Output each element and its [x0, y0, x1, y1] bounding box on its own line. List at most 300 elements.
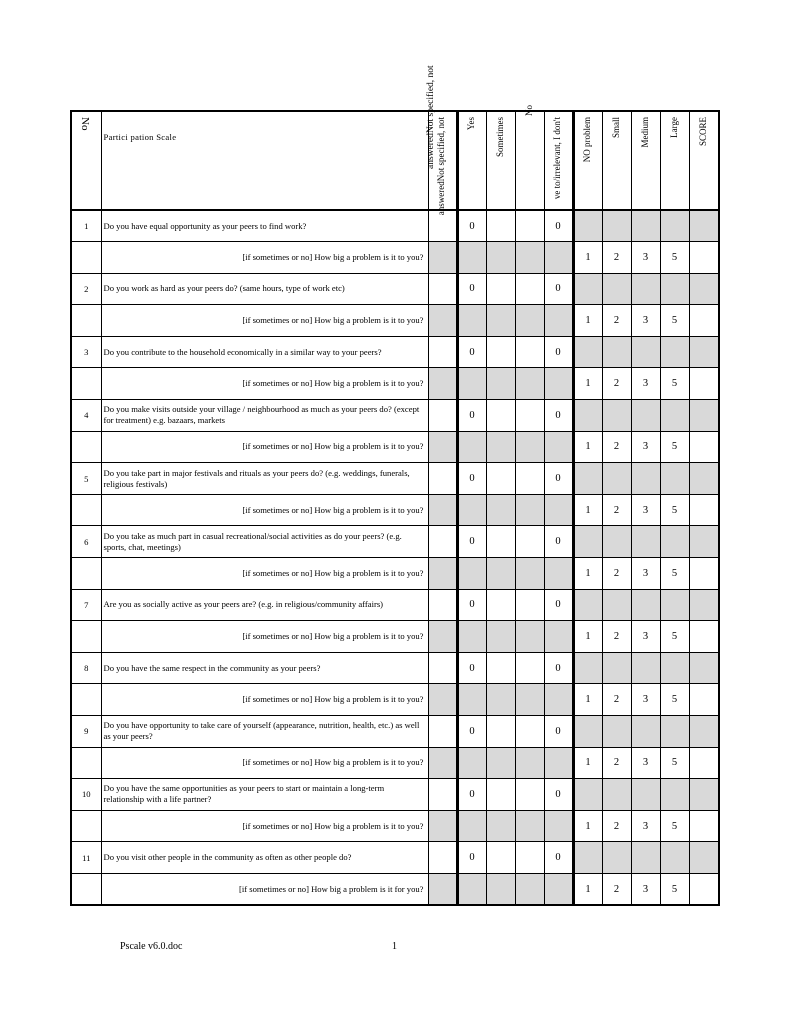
header-sometimes: Sometimes	[486, 111, 515, 210]
answer-sometimes[interactable]	[486, 589, 515, 621]
answer-irrelevant[interactable]: 0	[544, 210, 573, 242]
problem-question-text: [if sometimes or no] How big a problem is it to you?	[101, 368, 428, 400]
problem-large[interactable]: 5	[660, 431, 689, 463]
question-number-blank	[71, 242, 101, 274]
problem-no-problem[interactable]: 1	[573, 684, 602, 716]
problem-row	[71, 242, 719, 274]
problem-no-problem-cell	[573, 842, 602, 874]
blank-shade-cell	[457, 558, 486, 590]
score-cell	[689, 210, 719, 242]
answer-yes[interactable]: 0	[457, 842, 486, 874]
problem-no-problem-cell	[573, 652, 602, 684]
score-cell	[689, 273, 719, 305]
answer-irrelevant[interactable]: 0	[544, 273, 573, 305]
problem-no-problem[interactable]: 1	[573, 621, 602, 653]
problem-row	[71, 305, 719, 337]
problem-medium-cell	[631, 400, 660, 432]
footer-doc-name: Pscale v6.0.doc	[120, 941, 183, 952]
header-no-cell: No	[71, 111, 101, 210]
blank-shade-cell	[486, 873, 515, 905]
answer-not-specified[interactable]	[428, 526, 457, 558]
answer-yes[interactable]: 0	[457, 652, 486, 684]
score-input[interactable]	[689, 747, 719, 779]
answer-sometimes[interactable]	[486, 210, 515, 242]
score-cell	[689, 652, 719, 684]
answer-sometimes[interactable]	[486, 842, 515, 874]
problem-no-problem[interactable]: 1	[573, 873, 602, 905]
problem-row	[71, 873, 719, 905]
problem-medium-cell	[631, 526, 660, 558]
answer-irrelevant[interactable]: 0	[544, 526, 573, 558]
answer-sometimes[interactable]	[486, 526, 515, 558]
problem-medium[interactable]: 3	[631, 305, 660, 337]
question-number-blank	[71, 494, 101, 526]
blank-shade-cell	[457, 873, 486, 905]
blank-shade-cell	[515, 368, 544, 400]
problem-large-cell	[660, 652, 689, 684]
answer-yes[interactable]: 0	[457, 589, 486, 621]
problem-no-problem-cell	[573, 400, 602, 432]
answer-not-specified[interactable]	[428, 779, 457, 811]
problem-no-problem[interactable]: 1	[573, 747, 602, 779]
problem-large[interactable]: 5	[660, 873, 689, 905]
answer-no[interactable]	[515, 526, 544, 558]
problem-no-problem[interactable]: 1	[573, 242, 602, 274]
question-row	[71, 716, 719, 748]
problem-large-cell	[660, 779, 689, 811]
participation-table	[70, 104, 720, 906]
blank-shade-cell	[428, 684, 457, 716]
problem-medium[interactable]: 3	[631, 242, 660, 274]
problem-question-text: [if sometimes or no] How big a problem is it for you?	[101, 873, 428, 905]
answer-not-specified[interactable]	[428, 716, 457, 748]
score-input[interactable]	[689, 242, 719, 274]
score-cell	[689, 716, 719, 748]
blank-shade-cell	[457, 621, 486, 653]
score-cell	[689, 526, 719, 558]
problem-small[interactable]: 2	[602, 242, 631, 274]
problem-large-cell	[660, 463, 689, 495]
blank-shade-cell	[457, 494, 486, 526]
answer-sometimes[interactable]	[486, 336, 515, 368]
problem-no-problem-cell	[573, 779, 602, 811]
question-text: Do you make visits outside your village / neighbourhood as much as your peers do? (except for treatment) e.g. bazaars, markets	[101, 400, 428, 432]
answer-not-specified[interactable]	[428, 463, 457, 495]
header-overflow-text: answeredNot specified, not	[426, 65, 436, 169]
blank-shade-cell	[457, 684, 486, 716]
question-number: 9	[71, 716, 101, 748]
question-text: Do you take part in major festivals and rituals as your peers do? (e.g. weddings, funerals, religious festivals)	[101, 463, 428, 495]
question-text: Do you visit other people in the community as often as other people do?	[101, 842, 428, 874]
problem-large[interactable]: 5	[660, 368, 689, 400]
problem-row	[71, 558, 719, 590]
problem-no-problem[interactable]: 1	[573, 494, 602, 526]
answer-yes[interactable]: 0	[457, 716, 486, 748]
problem-no-problem-cell	[573, 336, 602, 368]
header-row	[71, 111, 719, 210]
answer-irrelevant[interactable]: 0	[544, 400, 573, 432]
answer-yes[interactable]: 0	[457, 210, 486, 242]
problem-small-cell	[602, 779, 631, 811]
answer-not-specified[interactable]	[428, 336, 457, 368]
problem-large-cell	[660, 526, 689, 558]
header-no: No	[515, 111, 544, 210]
problem-large-cell	[660, 210, 689, 242]
answer-no[interactable]	[515, 842, 544, 874]
problem-medium[interactable]: 3	[631, 684, 660, 716]
problem-small-cell	[602, 652, 631, 684]
blank-shade-cell	[515, 810, 544, 842]
problem-small[interactable]: 2	[602, 873, 631, 905]
question-text: Do you take as much part in casual recreational/social activities as do your peers? (e.g. sports, chat, meetings)	[101, 526, 428, 558]
score-cell	[689, 336, 719, 368]
blank-shade-cell	[515, 305, 544, 337]
answer-no[interactable]	[515, 716, 544, 748]
blank-shade-cell	[486, 810, 515, 842]
problem-question-text: [if sometimes or no] How big a problem is it to you?	[101, 431, 428, 463]
problem-small[interactable]: 2	[602, 494, 631, 526]
problem-large-cell	[660, 716, 689, 748]
problem-medium-cell	[631, 779, 660, 811]
problem-row	[71, 747, 719, 779]
question-number: 10	[71, 779, 101, 811]
answer-yes[interactable]: 0	[457, 463, 486, 495]
problem-row	[71, 684, 719, 716]
problem-row	[71, 494, 719, 526]
problem-no-problem-cell	[573, 526, 602, 558]
problem-no-problem-cell	[573, 273, 602, 305]
problem-no-problem[interactable]: 1	[573, 305, 602, 337]
score-input[interactable]	[689, 810, 719, 842]
question-number: 5	[71, 463, 101, 495]
problem-large[interactable]: 5	[660, 621, 689, 653]
blank-shade-cell	[544, 431, 573, 463]
answer-not-specified[interactable]	[428, 273, 457, 305]
problem-medium[interactable]: 3	[631, 810, 660, 842]
problem-medium[interactable]: 3	[631, 747, 660, 779]
blank-shade-cell	[457, 305, 486, 337]
blank-shade-cell	[428, 368, 457, 400]
score-cell	[689, 779, 719, 811]
page-title: Partici pation Scale	[101, 111, 428, 210]
problem-small[interactable]: 2	[602, 558, 631, 590]
problem-large[interactable]: 5	[660, 494, 689, 526]
problem-medium-cell	[631, 652, 660, 684]
problem-large[interactable]: 5	[660, 558, 689, 590]
header-not-specified: answeredNot specified, not	[428, 111, 457, 210]
score-input[interactable]	[689, 684, 719, 716]
answer-yes[interactable]: 0	[457, 336, 486, 368]
answer-sometimes[interactable]	[486, 273, 515, 305]
problem-small-cell	[602, 589, 631, 621]
answer-yes[interactable]: 0	[457, 273, 486, 305]
question-number: 4	[71, 400, 101, 432]
problem-row	[71, 810, 719, 842]
question-number-blank	[71, 810, 101, 842]
blank-shade-cell	[428, 494, 457, 526]
answer-no[interactable]	[515, 652, 544, 684]
problem-medium-cell	[631, 716, 660, 748]
question-number: 8	[71, 652, 101, 684]
blank-shade-cell	[428, 242, 457, 274]
blank-shade-cell	[428, 621, 457, 653]
blank-shade-cell	[544, 494, 573, 526]
question-number: 7	[71, 589, 101, 621]
answer-yes[interactable]: 0	[457, 400, 486, 432]
problem-question-text: [if sometimes or no] How big a problem is it to you?	[101, 305, 428, 337]
blank-shade-cell	[486, 431, 515, 463]
blank-shade-cell	[486, 747, 515, 779]
question-row	[71, 273, 719, 305]
problem-medium[interactable]: 3	[631, 431, 660, 463]
problem-small-cell	[602, 463, 631, 495]
problem-row	[71, 368, 719, 400]
blank-shade-cell	[515, 242, 544, 274]
answer-not-specified[interactable]	[428, 842, 457, 874]
problem-large[interactable]: 5	[660, 242, 689, 274]
problem-medium-cell	[631, 336, 660, 368]
question-row	[71, 526, 719, 558]
answer-no[interactable]	[515, 400, 544, 432]
problem-small-cell	[602, 336, 631, 368]
score-cell	[689, 589, 719, 621]
problem-no-problem-cell	[573, 589, 602, 621]
problem-medium-cell	[631, 273, 660, 305]
answer-no[interactable]	[515, 589, 544, 621]
problem-question-text: [if sometimes or no] How big a problem is it to you?	[101, 494, 428, 526]
header-medium: Medium	[631, 111, 660, 210]
question-number-blank	[71, 621, 101, 653]
question-number-blank	[71, 747, 101, 779]
blank-shade-cell	[428, 431, 457, 463]
blank-shade-cell	[428, 305, 457, 337]
problem-medium-cell	[631, 842, 660, 874]
problem-no-problem-cell	[573, 463, 602, 495]
problem-small-cell	[602, 400, 631, 432]
header-irrelevant: ve to/irrelevant, I don't	[544, 111, 573, 210]
question-text: Do you contribute to the household economically in a similar way to your peers?	[101, 336, 428, 368]
score-input[interactable]	[689, 305, 719, 337]
answer-irrelevant[interactable]: 0	[544, 779, 573, 811]
answer-sometimes[interactable]	[486, 652, 515, 684]
problem-large-cell	[660, 400, 689, 432]
blank-shade-cell	[544, 747, 573, 779]
question-text: Are you as socially active as your peers are? (e.g. in religious/community affairs)	[101, 589, 428, 621]
problem-small-cell	[602, 210, 631, 242]
blank-shade-cell	[486, 684, 515, 716]
problem-small-cell	[602, 716, 631, 748]
blank-shade-cell	[428, 873, 457, 905]
blank-shade-cell	[515, 684, 544, 716]
blank-shade-cell	[515, 558, 544, 590]
question-row	[71, 210, 719, 242]
question-number-blank	[71, 873, 101, 905]
problem-small[interactable]: 2	[602, 684, 631, 716]
header-large: Large	[660, 111, 689, 210]
answer-irrelevant[interactable]: 0	[544, 589, 573, 621]
blank-shade-cell	[544, 684, 573, 716]
score-input[interactable]	[689, 873, 719, 905]
question-number: 6	[71, 526, 101, 558]
problem-small-cell	[602, 842, 631, 874]
answer-not-specified[interactable]	[428, 400, 457, 432]
blank-shade-cell	[457, 431, 486, 463]
header-score: SCORE	[689, 111, 719, 210]
answer-irrelevant[interactable]: 0	[544, 463, 573, 495]
problem-large-cell	[660, 589, 689, 621]
problem-large[interactable]: 5	[660, 684, 689, 716]
score-input[interactable]	[689, 368, 719, 400]
problem-medium[interactable]: 3	[631, 621, 660, 653]
blank-shade-cell	[486, 494, 515, 526]
question-number: 1	[71, 210, 101, 242]
score-input[interactable]	[689, 431, 719, 463]
blank-shade-cell	[457, 242, 486, 274]
blank-shade-cell	[544, 305, 573, 337]
blank-shade-cell	[486, 305, 515, 337]
answer-yes[interactable]: 0	[457, 526, 486, 558]
problem-small[interactable]: 2	[602, 621, 631, 653]
problem-large[interactable]: 5	[660, 305, 689, 337]
problem-question-text: [if sometimes or no] How big a problem is it to you?	[101, 242, 428, 274]
header-yes: Yes	[457, 111, 486, 210]
answer-sometimes[interactable]	[486, 779, 515, 811]
blank-shade-cell	[486, 621, 515, 653]
answer-not-specified[interactable]	[428, 652, 457, 684]
question-number-blank	[71, 558, 101, 590]
question-text: Do you have the same opportunities as your peers to start or maintain a long-term relationship with a life partner?	[101, 779, 428, 811]
blank-shade-cell	[544, 558, 573, 590]
question-row	[71, 652, 719, 684]
answer-sometimes[interactable]	[486, 463, 515, 495]
blank-shade-cell	[544, 368, 573, 400]
problem-medium-cell	[631, 463, 660, 495]
problem-small[interactable]: 2	[602, 810, 631, 842]
problem-no-problem[interactable]: 1	[573, 368, 602, 400]
problem-question-text: [if sometimes or no] How big a problem is it to you?	[101, 747, 428, 779]
problem-medium[interactable]: 3	[631, 494, 660, 526]
problem-large[interactable]: 5	[660, 747, 689, 779]
problem-small-cell	[602, 273, 631, 305]
problem-row	[71, 621, 719, 653]
blank-shade-cell	[515, 747, 544, 779]
blank-shade-cell	[515, 873, 544, 905]
problem-small-cell	[602, 526, 631, 558]
problem-small[interactable]: 2	[602, 431, 631, 463]
question-text: Do you have opportunity to take care of yourself (appearance, nutrition, health, etc.) as well as your peers?	[101, 716, 428, 748]
problem-large-cell	[660, 336, 689, 368]
problem-small[interactable]: 2	[602, 747, 631, 779]
question-row	[71, 336, 719, 368]
question-number: 3	[71, 336, 101, 368]
answer-irrelevant[interactable]: 0	[544, 842, 573, 874]
problem-medium-cell	[631, 589, 660, 621]
answer-yes[interactable]: 0	[457, 779, 486, 811]
problem-question-text: [if sometimes or no] How big a problem is it to you?	[101, 621, 428, 653]
score-cell	[689, 463, 719, 495]
answer-no[interactable]	[515, 463, 544, 495]
answer-sometimes[interactable]	[486, 716, 515, 748]
blank-shade-cell	[544, 873, 573, 905]
problem-medium[interactable]: 3	[631, 873, 660, 905]
problem-large-cell	[660, 273, 689, 305]
problem-medium-cell	[631, 210, 660, 242]
score-cell	[689, 842, 719, 874]
answer-no[interactable]	[515, 273, 544, 305]
problem-large-cell	[660, 842, 689, 874]
score-input[interactable]	[689, 558, 719, 590]
question-number-blank	[71, 684, 101, 716]
answer-no[interactable]	[515, 779, 544, 811]
question-row	[71, 400, 719, 432]
problem-question-text: [if sometimes or no] How big a problem is it to you?	[101, 558, 428, 590]
problem-no-problem[interactable]: 1	[573, 558, 602, 590]
question-number: 11	[71, 842, 101, 874]
blank-shade-cell	[515, 431, 544, 463]
question-text: Do you have equal opportunity as your peers to find work?	[101, 210, 428, 242]
blank-shade-cell	[457, 368, 486, 400]
score-cell	[689, 400, 719, 432]
answer-irrelevant[interactable]: 0	[544, 336, 573, 368]
answer-not-specified[interactable]	[428, 589, 457, 621]
blank-shade-cell	[457, 747, 486, 779]
question-number-blank	[71, 368, 101, 400]
problem-small[interactable]: 2	[602, 368, 631, 400]
answer-irrelevant[interactable]: 0	[544, 652, 573, 684]
question-row	[71, 589, 719, 621]
blank-shade-cell	[486, 242, 515, 274]
problem-question-text: [if sometimes or no] How big a problem is it to you?	[101, 810, 428, 842]
question-row	[71, 779, 719, 811]
question-number-blank	[71, 305, 101, 337]
problem-no-problem-cell	[573, 210, 602, 242]
question-number: 2	[71, 273, 101, 305]
problem-medium[interactable]: 3	[631, 558, 660, 590]
question-row	[71, 463, 719, 495]
blank-shade-cell	[515, 621, 544, 653]
header-no-problem: NO problem	[573, 111, 602, 210]
answer-sometimes[interactable]	[486, 400, 515, 432]
problem-small[interactable]: 2	[602, 305, 631, 337]
header-small: Small	[602, 111, 631, 210]
answer-no[interactable]	[515, 336, 544, 368]
blank-shade-cell	[544, 810, 573, 842]
problem-no-problem-cell	[573, 716, 602, 748]
answer-no[interactable]	[515, 210, 544, 242]
problem-row	[71, 431, 719, 463]
blank-shade-cell	[428, 810, 457, 842]
footer-page-number: 1	[392, 941, 397, 952]
blank-shade-cell	[457, 810, 486, 842]
blank-shade-cell	[515, 494, 544, 526]
blank-shade-cell	[544, 242, 573, 274]
problem-medium[interactable]: 3	[631, 368, 660, 400]
blank-shade-cell	[486, 558, 515, 590]
blank-shade-cell	[544, 621, 573, 653]
question-row	[71, 842, 719, 874]
problem-no-problem[interactable]: 1	[573, 431, 602, 463]
question-number-blank	[71, 431, 101, 463]
problem-large[interactable]: 5	[660, 810, 689, 842]
question-text: Do you work as hard as your peers do? (same hours, type of work etc)	[101, 273, 428, 305]
problem-no-problem[interactable]: 1	[573, 810, 602, 842]
blank-shade-cell	[486, 368, 515, 400]
score-input[interactable]	[689, 494, 719, 526]
problem-question-text: [if sometimes or no] How big a problem is it to you?	[101, 684, 428, 716]
score-input[interactable]	[689, 621, 719, 653]
answer-irrelevant[interactable]: 0	[544, 716, 573, 748]
question-text: Do you have the same respect in the community as your peers?	[101, 652, 428, 684]
